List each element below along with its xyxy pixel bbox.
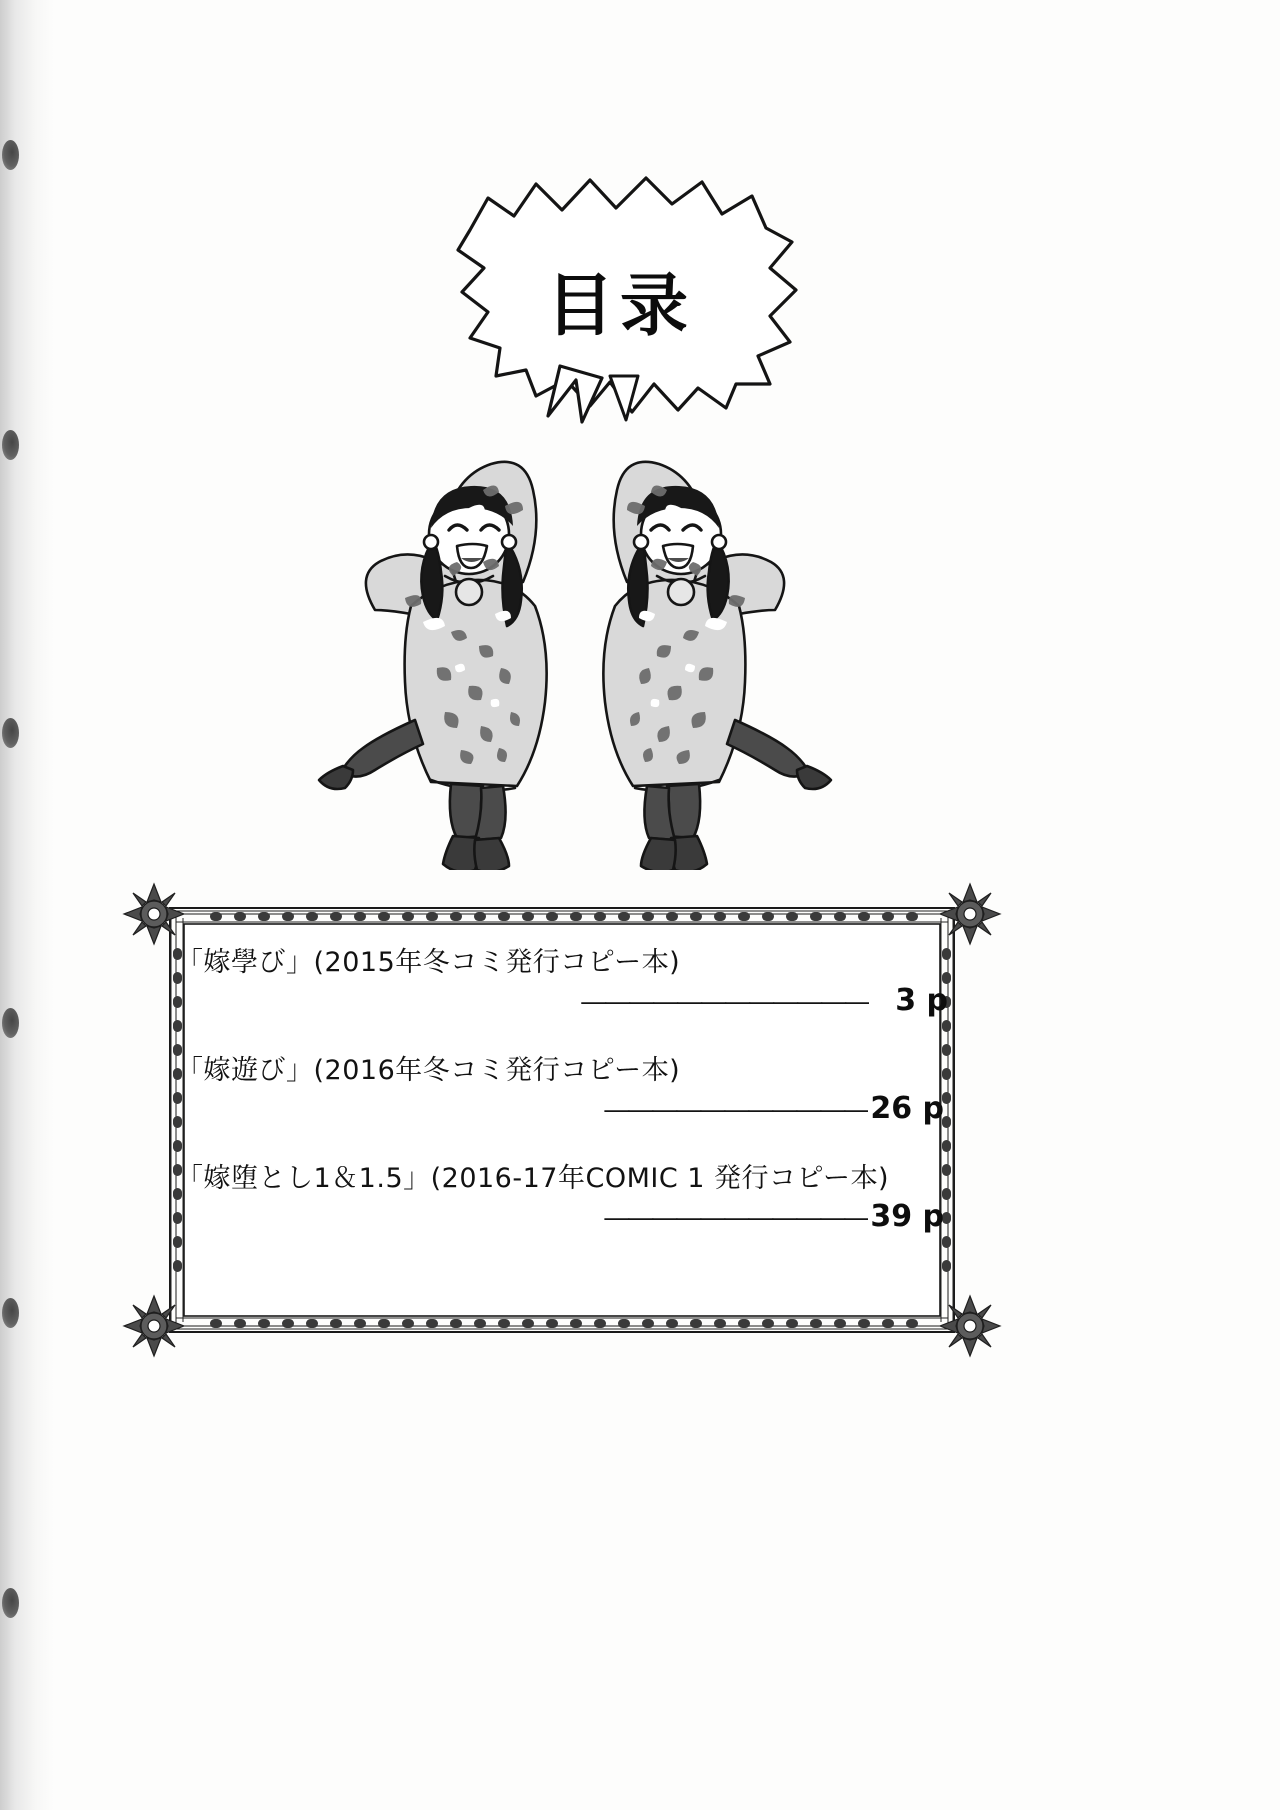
toc-leader-dashes: ―――――――――――: [604, 1203, 869, 1232]
table-of-contents-list: [176, 940, 948, 1312]
toc-leader-dashes: ――――――――――――: [581, 987, 870, 1016]
title-speech-bubble: [440, 170, 800, 430]
toc-entry[interactable]: [176, 1156, 948, 1234]
toc-page-number: 26 p: [870, 1091, 944, 1126]
toc-entry-title: 「嫁學び」(2015年冬コミ発行コピー本): [176, 947, 681, 978]
toc-entry[interactable]: [176, 1048, 948, 1126]
toc-entry-title: 「嫁堕とし1＆1.5」(2016-17年COMIC 1 発行コピー本): [176, 1163, 889, 1194]
binding-hole: [2, 718, 19, 748]
toc-page-number: 3 p: [895, 983, 948, 1018]
spiral-binding-holes: [0, 0, 40, 1810]
toc-entry-title: 「嫁遊び」(2016年冬コミ発行コピー本): [176, 1055, 681, 1086]
binding-hole: [2, 1298, 19, 1328]
table-of-contents-frame: [118, 878, 1006, 1362]
toc-entry[interactable]: [176, 940, 948, 1018]
binding-hole: [2, 140, 19, 170]
illustration-two-girls-icon: [255, 400, 895, 870]
page-title: 目录: [545, 267, 694, 346]
toc-leader-dashes: ―――――――――――: [604, 1095, 869, 1124]
binding-hole: [2, 1008, 19, 1038]
toc-page-number: 39 p: [870, 1199, 944, 1234]
binding-hole: [2, 1588, 19, 1618]
binding-hole: [2, 430, 19, 460]
